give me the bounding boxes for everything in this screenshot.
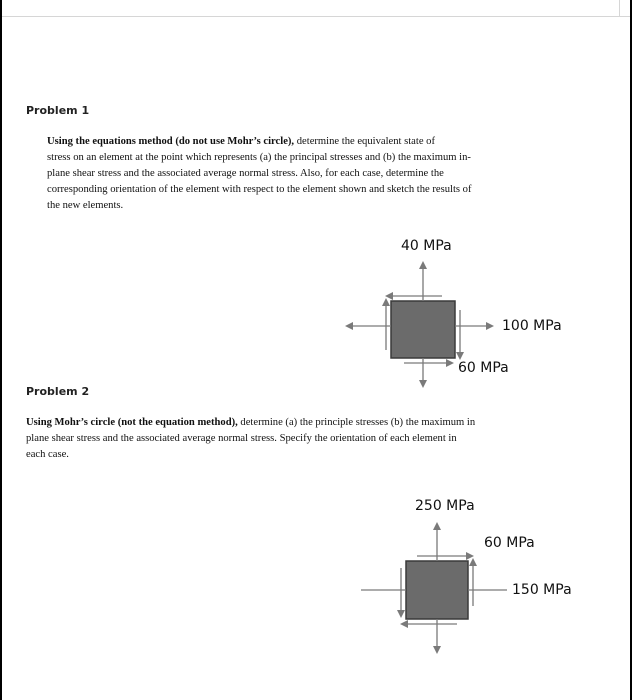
horizontal-stress-label-2: 150 MPa <box>512 582 572 598</box>
problem-2-bold-lead: Using Mohr’s circle (not the equation method), <box>26 417 238 428</box>
problem-2-line-2: plane shear stress and the associated average normal stress. Specify the orientation of each element in <box>26 433 457 444</box>
problem-1-line-5: the new elements. <box>47 200 124 211</box>
shear-stress-label-2: 60 MPa <box>484 535 535 551</box>
problem-1-line-1: determine the equivalent state of <box>296 136 436 147</box>
stress-element-square-2 <box>406 561 468 619</box>
problem-1-bold-lead: Using the equations method (do not use Mohr’s circle), <box>47 136 295 147</box>
vertical-stress-label-2: 250 MPa <box>415 498 475 514</box>
vertical-stress-label: 40 MPa <box>401 238 452 254</box>
document-page <box>2 0 630 700</box>
shear-stress-label: 60 MPa <box>458 360 509 376</box>
problem-2-heading: Problem 2 <box>26 385 90 398</box>
problem-1-heading: Problem 1 <box>26 104 90 117</box>
problem-1-line-3: plane shear stress and the associated average normal stress. Also, for each case, determine the <box>47 168 444 179</box>
problem-1-line-2: stress on an element at the point which represents (a) the principal stresses and (b) the maximum in- <box>47 152 471 163</box>
problem-1-line-4: corresponding orientation of the element with respect to the element shown and sketch the results of <box>47 184 472 195</box>
problem-2-line-3: each case. <box>26 449 69 460</box>
horizontal-stress-label: 100 MPa <box>502 318 562 334</box>
problem-2-line-1: determine (a) the principle stresses (b) the maximum in <box>240 417 476 428</box>
